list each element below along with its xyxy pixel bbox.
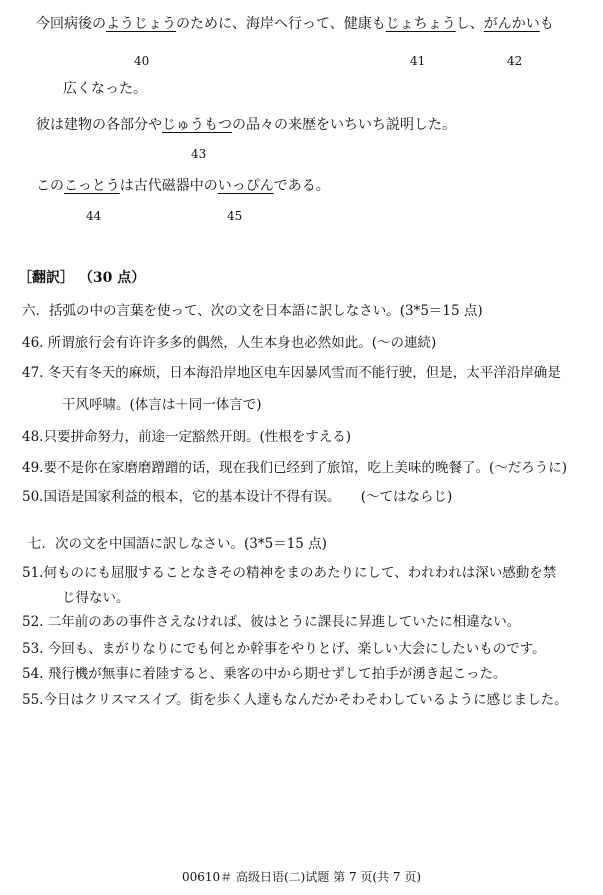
page-footer: 00610＃ 高级日语(二)试题 第 7 页(共 7 页) bbox=[181, 870, 422, 884]
section-6-heading: 六．括弧の中の言葉を使って、次の文を日本語に訳しなさい。(3*5＝15 点) bbox=[22, 303, 483, 319]
underlined-word-41: じょちょう bbox=[385, 16, 456, 32]
underlined-word-40: ようじょう bbox=[106, 16, 176, 32]
question-48: 48.只要拼命努力，前途一定豁然开朗。(性根をすえる) bbox=[22, 429, 352, 445]
question-number-41: 41 bbox=[410, 54, 426, 68]
question-49: 49.要不是你在家磨磨蹭蹭的话，现在我们已经到了旅馆，吃上美味的晚餐了。(～だろうに) bbox=[22, 460, 568, 476]
question-number-45: 45 bbox=[227, 209, 243, 223]
vocab-sentence-1-cont: 広くなった。 bbox=[63, 81, 147, 97]
question-number-43: 43 bbox=[191, 147, 207, 161]
question-47-cont: 干风呼啸。(体言は＋同一体言で) bbox=[62, 397, 262, 413]
vocab-sentence-3 bbox=[36, 177, 330, 195]
text: し、 bbox=[455, 16, 484, 32]
question-54: 54. 飛行機が無事に着陸すると、乗客の中から期せずして拍手が湧き起こった。 bbox=[22, 666, 507, 682]
question-number-42: 42 bbox=[507, 54, 523, 68]
question-52: 52. 二年前のあの事件さえなければ、彼はとうに課長に昇進していたに相違ない。 bbox=[22, 614, 521, 630]
question-50: 50.国语是国家利益的根本，它的基本设计不得有误。 (～てはならじ) bbox=[22, 489, 453, 505]
text: も bbox=[539, 16, 554, 32]
text: この bbox=[36, 178, 64, 194]
question-number-44: 44 bbox=[86, 209, 102, 223]
question-51-cont: じ得ない。 bbox=[62, 590, 130, 606]
question-55: 55.今日はクリスマスイブ。街を歩く人達もなんだかそわそわしているように感じました。 bbox=[22, 692, 568, 708]
text: のために、海岸へ行って、健康も bbox=[176, 16, 386, 32]
underlined-word-45: いっぴん bbox=[217, 178, 274, 194]
vocab-sentence-1 bbox=[36, 15, 554, 33]
text: である。 bbox=[273, 178, 330, 194]
question-47: 47. 冬天有冬天的麻烦，日本海沿岸地区电车因暴风雪而不能行驶，但是，太平洋沿岸确是 bbox=[22, 365, 561, 381]
question-53: 53. 今回も、まがりなりにでも何とか幹事をやりとげ、楽しい大会にしたいものです。 bbox=[22, 641, 546, 657]
question-46: 46. 所谓旅行会有许许多多的偶然，人生本身也必然如此。(～の連続) bbox=[22, 335, 437, 351]
section-7-heading: 七．次の文を中国語に訳しなさい。(3*5＝15 点) bbox=[28, 536, 327, 552]
question-number-40: 40 bbox=[134, 54, 150, 68]
text: 今回病後の bbox=[36, 16, 106, 32]
text: の品々の来歴をいちいち説明した。 bbox=[232, 117, 456, 133]
text: 彼は建物の各部分や bbox=[36, 117, 162, 133]
underlined-word-44: こっとう bbox=[64, 178, 120, 194]
text: は古代磁器中の bbox=[119, 178, 218, 194]
underlined-word-42: がんかい bbox=[483, 16, 540, 32]
question-51: 51.何ものにも屈服することなきその精神をまのあたりにして、われわれは深い感動を禁 bbox=[22, 565, 557, 581]
underlined-word-43: じゅうもつ bbox=[162, 117, 232, 133]
vocab-sentence-2 bbox=[36, 116, 456, 134]
translation-header: ［翻訳］ （30 点） bbox=[18, 270, 146, 286]
